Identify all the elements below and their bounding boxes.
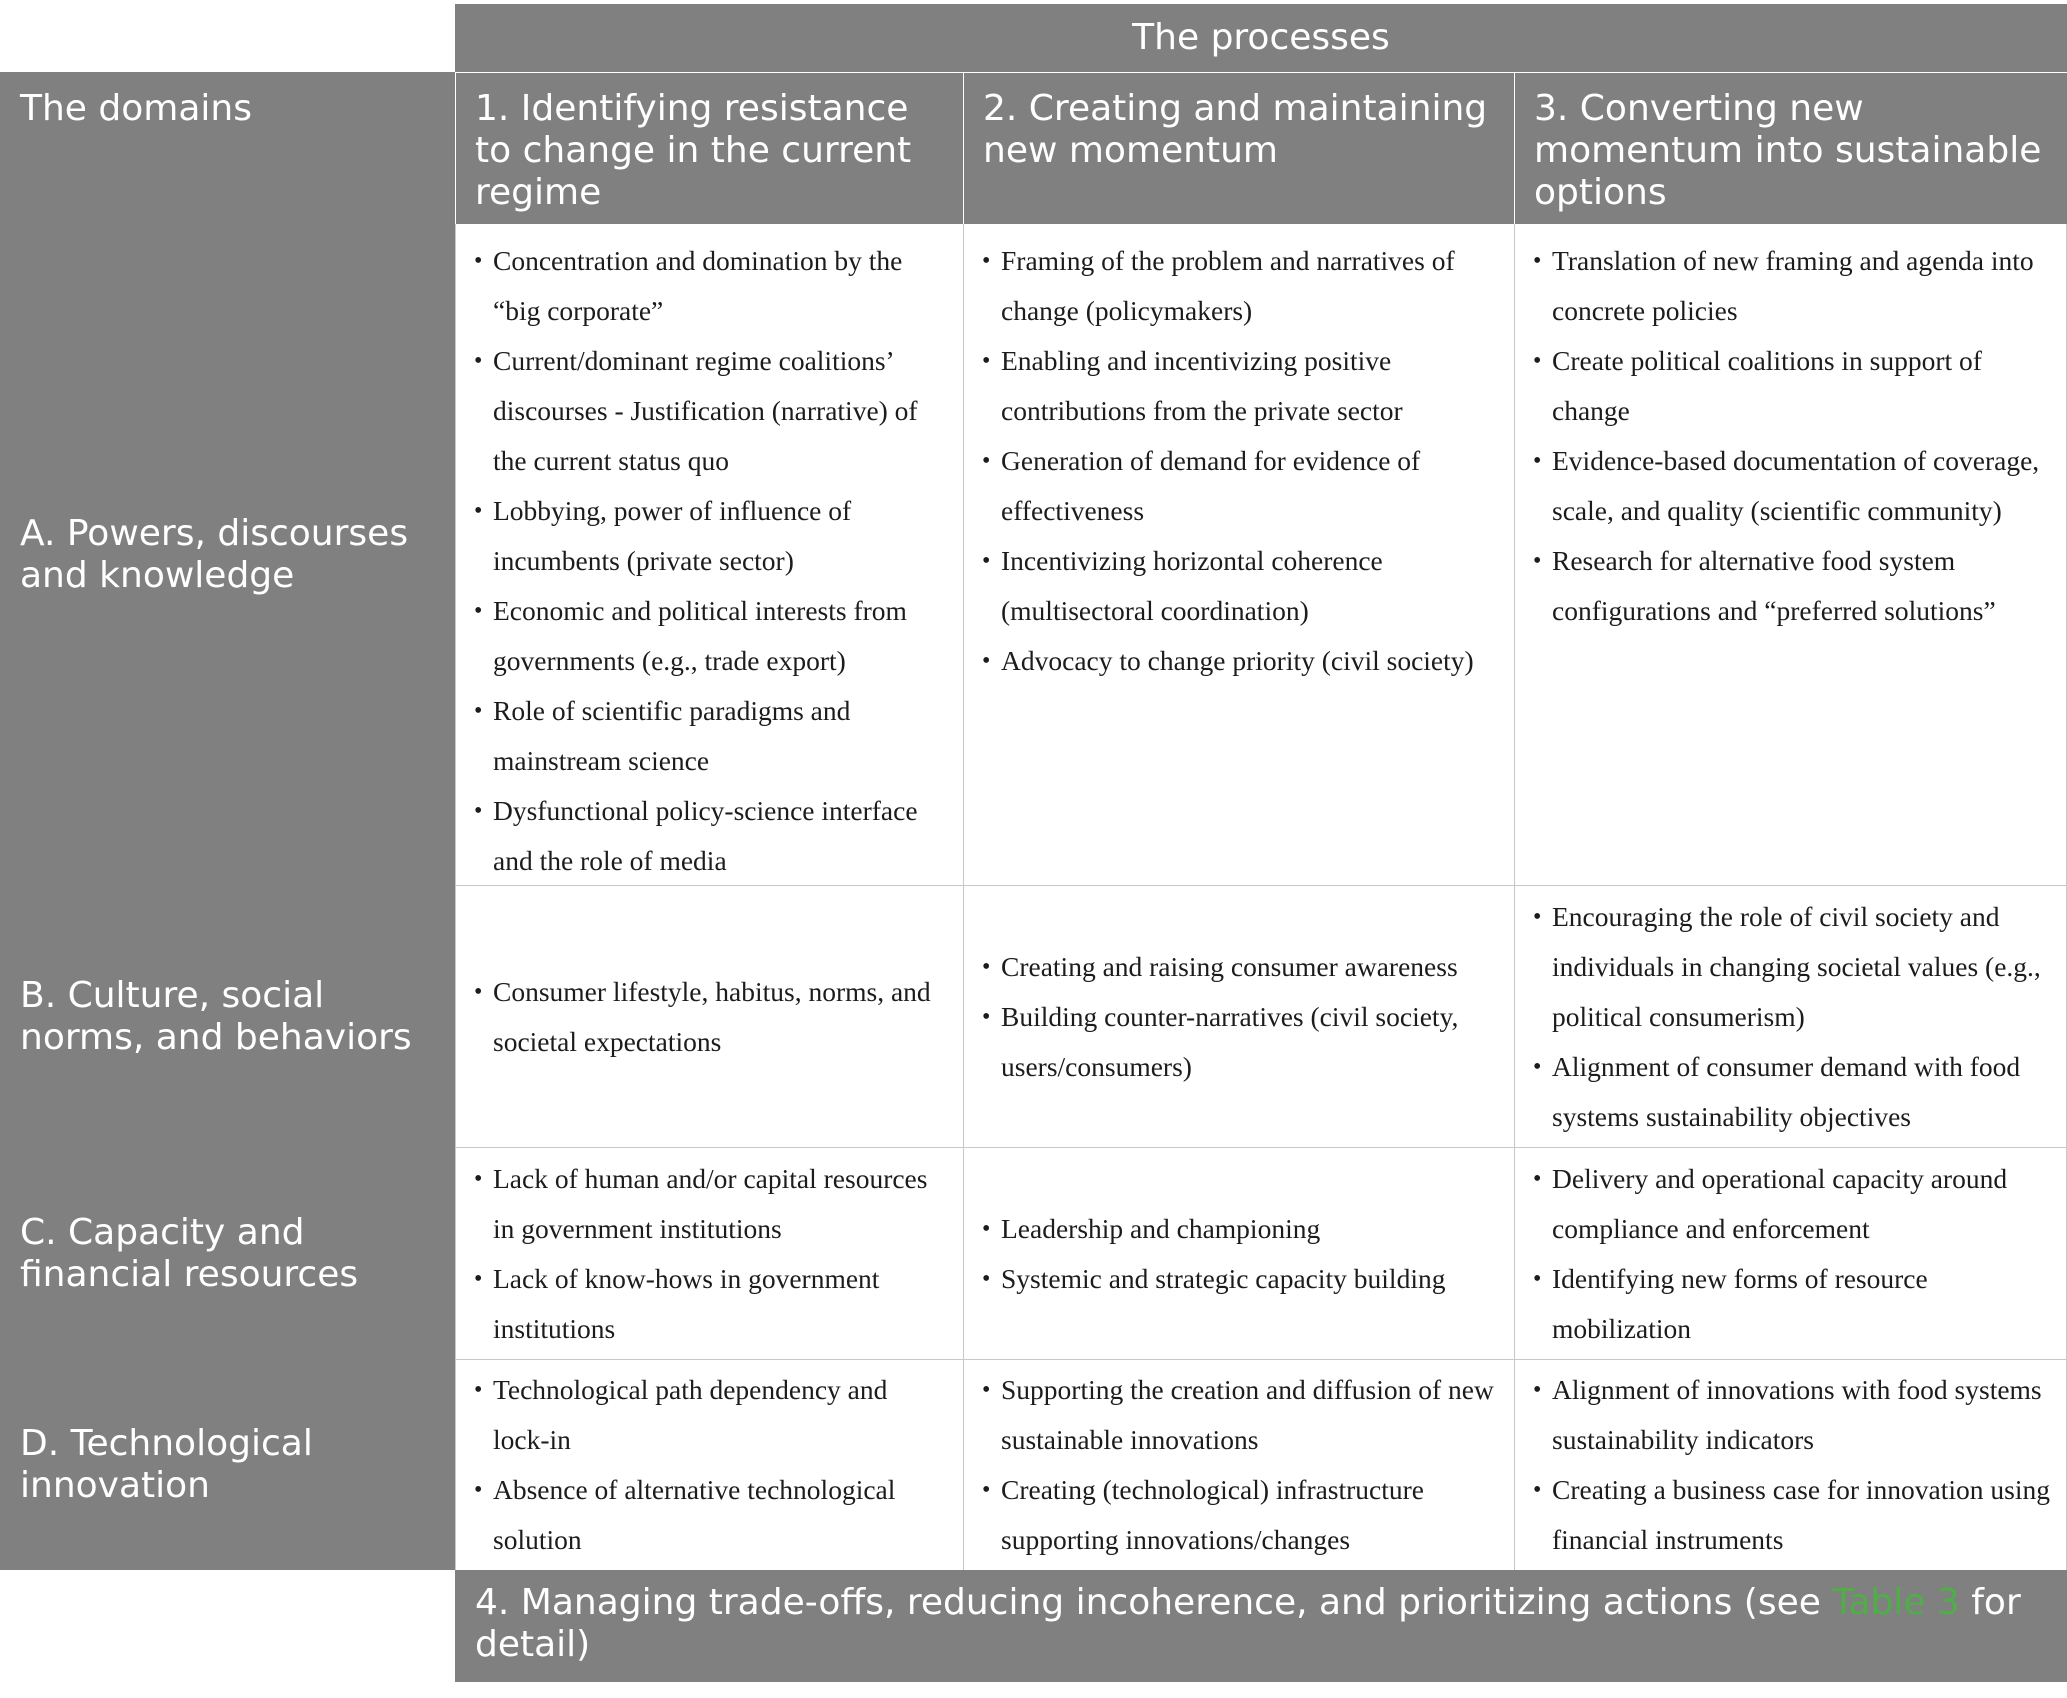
bullet-list [474, 236, 949, 886]
bullet-list [1533, 1154, 2056, 1354]
list-item: • Dysfunctional policy-science interface and the role of media [474, 786, 949, 886]
list-item: • Lack of human and/or capital resources in government institutions [474, 1154, 949, 1254]
row-a-col1 [455, 224, 963, 886]
row-c-col2 [963, 1148, 1514, 1360]
list-item: • Systemic and strategic capacity building [982, 1254, 1445, 1304]
processes-header [455, 4, 2067, 72]
domain-b-label: B. Culture, social norms, and behaviors [20, 975, 412, 1058]
list-item: • Building counter-narratives (civil society, users/consumers) [982, 992, 1504, 1092]
processes-header-text: The processes [1132, 17, 1390, 58]
header-divider [455, 72, 456, 224]
list-item: • Encouraging the role of civil society and individuals in changing societal values (e.g., political consumerism) [1533, 892, 2056, 1042]
list-item: • Advocacy to change priority (civil society) [982, 636, 1504, 686]
list-item: • Framing of the problem and narratives of change (policymakers) [982, 236, 1504, 336]
domain-d-label: D. Technological innovation [20, 1423, 313, 1506]
row-b-col1 [455, 886, 963, 1148]
list-item: • Lack of know-hows in government institutions [474, 1254, 949, 1354]
list-item: • Evidence-based documentation of coverage, scale, and quality (scientific community) [1533, 436, 2056, 536]
bullet-list [474, 1365, 949, 1565]
list-item: • Alignment of consumer demand with food systems sustainability objectives [1533, 1042, 2056, 1142]
list-item: • Leadership and championing [982, 1204, 1445, 1254]
footer-text-after: for detail) [475, 1582, 2021, 1665]
process-header-3-text: 3. Converting new momentum into sustainable options [1534, 88, 2042, 213]
header-divider [455, 72, 2067, 73]
process-header-2 [963, 72, 1514, 224]
process-header-1 [455, 72, 963, 224]
list-item: • Identifying new forms of resource mobilization [1533, 1254, 2056, 1354]
row-c-col3 [1514, 1148, 2067, 1360]
row-d-col1 [455, 1360, 963, 1570]
list-item: • Incentivizing horizontal coherence (multisectoral coordination) [982, 536, 1504, 636]
list-item: • Consumer lifestyle, habitus, norms, and societal expectations [474, 967, 949, 1067]
domain-c [0, 1148, 455, 1360]
list-item: • Enabling and incentivizing positive contributions from the private sector [982, 336, 1504, 436]
list-item: • Lobbying, power of influence of incumbents (private sector) [474, 486, 949, 586]
list-item: • Creating a business case for innovation using financial instruments [1533, 1465, 2056, 1565]
list-item: • Supporting the creation and diffusion of new sustainable innovations [982, 1365, 1504, 1465]
list-item: • Economic and political interests from governments (e.g., trade export) [474, 586, 949, 686]
bullet-list [982, 1204, 1445, 1304]
process-header-1-text: 1. Identifying resistance to change in the current regime [475, 88, 912, 213]
bullet-list [982, 942, 1504, 1092]
list-item: • Translation of new framing and agenda into concrete policies [1533, 236, 2056, 336]
footer-process-4 [455, 1570, 2067, 1682]
row-b-col3 [1514, 886, 2067, 1148]
row-c-col1 [455, 1148, 963, 1360]
bullet-list [1533, 236, 2056, 636]
list-item: • Technological path dependency and lock-in [474, 1365, 949, 1465]
domain-a-label: A. Powers, discourses and knowledge [20, 513, 409, 596]
list-item: • Creating (technological) infrastructure supporting innovations/changes [982, 1465, 1504, 1565]
bullet-list [982, 236, 1504, 686]
domains-header [0, 72, 455, 224]
process-header-2-text: 2. Creating and maintaining new momentum [983, 88, 1488, 171]
table-3-link[interactable]: Table 3 [1832, 1582, 1960, 1623]
domain-c-label: C. Capacity and financial resources [20, 1212, 359, 1295]
list-item: • Create political coalitions in support of change [1533, 336, 2056, 436]
row-b-col2 [963, 886, 1514, 1148]
list-item: • Role of scientific paradigms and mainstream science [474, 686, 949, 786]
domain-a [0, 224, 455, 886]
header-divider [963, 72, 964, 224]
list-item: • Concentration and domination by the “big corporate” [474, 236, 949, 336]
list-item: • Alignment of innovations with food systems sustainability indicators [1533, 1365, 2056, 1465]
list-item: • Absence of alternative technological solution [474, 1465, 949, 1565]
bullet-list [982, 1365, 1504, 1565]
domain-d [0, 1360, 455, 1570]
list-item: • Delivery and operational capacity around compliance and enforcement [1533, 1154, 2056, 1254]
list-item: • Research for alternative food system configurations and “preferred solutions” [1533, 536, 2056, 636]
list-item: • Generation of demand for evidence of effectiveness [982, 436, 1504, 536]
domains-header-text: The domains [20, 88, 252, 129]
bullet-list [1533, 892, 2056, 1142]
row-d-col3 [1514, 1360, 2067, 1570]
row-a-col3 [1514, 224, 2067, 886]
domain-b [0, 886, 455, 1148]
bullet-list [474, 967, 949, 1067]
bullet-list [474, 1154, 949, 1354]
list-item: • Creating and raising consumer awareness [982, 942, 1504, 992]
bullet-list [1533, 1365, 2056, 1565]
row-d-col2 [963, 1360, 1514, 1570]
header-divider [1514, 72, 1515, 224]
row-a-col2 [963, 224, 1514, 886]
process-header-3 [1514, 72, 2067, 224]
footer-text-before: 4. Managing trade-offs, reducing incoherence, and prioritizing actions (see [475, 1582, 1833, 1623]
list-item: • Current/dominant regime coalitions’ discourses - Justification (narrative) of the current status quo [474, 336, 949, 486]
